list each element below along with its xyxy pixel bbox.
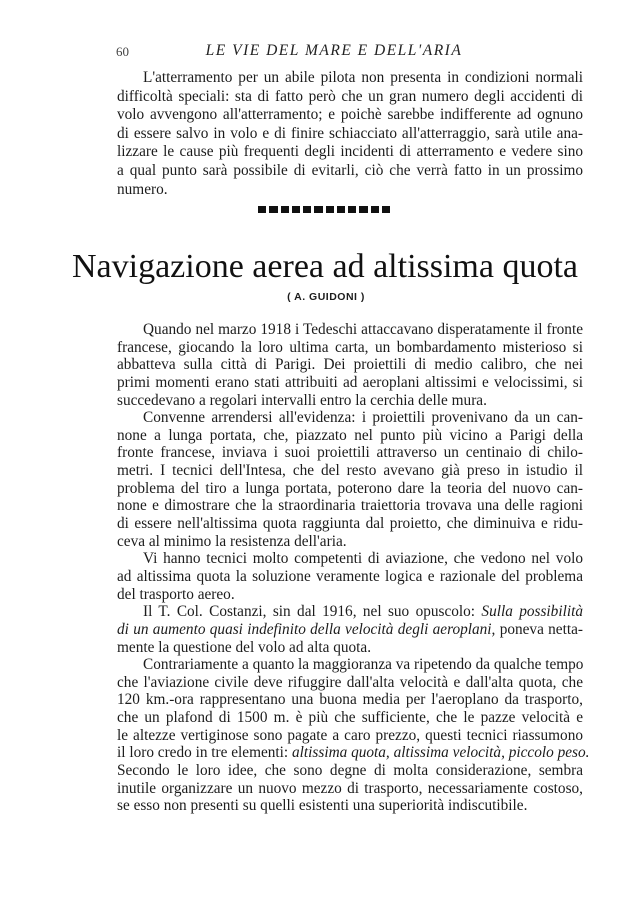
text-line: [117, 88, 583, 107]
text-line: [117, 550, 583, 568]
text-span: lizzare le cause più frequenti degli incidenti di atterramento e vedere sino: [117, 143, 583, 161]
text-line: [117, 709, 583, 727]
text-span: Vi hanno tecnici molto competenti di aviazione, che vedono nel volo: [143, 550, 583, 568]
text-span: Quando nel marzo 1918 i Tedeschi attaccavano disperatamente il fronte: [143, 321, 583, 338]
text-span: fronte francese, inviava i suoi proiettili attraverso un centinaio di chilo-: [117, 444, 583, 462]
text-span: mente la questione del volo ad alta quota.: [117, 638, 372, 656]
text-span: abbatteva sulla città di Parigi. Dei proiettili di medio calibro, che nei: [117, 356, 583, 374]
text-line: [117, 356, 583, 374]
text-span: primi momenti erano stati attribuiti ad aeroplani altissimi e velocissimi, si: [117, 373, 583, 391]
text-line: [117, 533, 583, 551]
article-author: ( A. GUIDONI ): [287, 291, 365, 303]
text-span: 120 km.-ora rappresentano una buona media per l'aeroplano da trasporto,: [117, 691, 583, 709]
text-line: [117, 374, 583, 392]
text-span: se esso non presenti su quelli esistenti una superiorità indiscutibile.: [117, 797, 528, 815]
text-span: Secondo le loro idee, che sono degne di molta considerazione, sembra: [117, 762, 583, 780]
text-span: numero.: [117, 180, 168, 198]
text-line: [117, 162, 583, 181]
text-line: [117, 639, 583, 657]
text-span: volo avvengono all'atterramento; e poichè sarebbe indifferente ad ognuno: [117, 106, 583, 124]
text-span: ceva al minimo la resistenza dell'aria.: [117, 532, 347, 550]
text-line: [117, 409, 583, 427]
italic-text: Sulla possibilità: [481, 603, 583, 621]
text-line: [117, 497, 583, 515]
text-span: ad altissima quota la soluzione veramente logica e razionale del problema: [117, 567, 583, 585]
text-span: le altezze vertiginose sono pagate a caro prezzo, questi tecnici riassumono: [117, 726, 583, 744]
italic-text: di un aumento quasi indefinito della velocità degli aeroplani,: [117, 620, 496, 638]
text-line: [117, 621, 583, 639]
text-line: [117, 143, 583, 162]
section-divider: [258, 206, 390, 213]
text-line: [117, 515, 583, 533]
text-line: [117, 392, 583, 410]
article-body: [117, 321, 590, 815]
text-line: [117, 321, 583, 339]
text-span: Il T. Col. Costanzi, sin dal 1916, nel suo opuscolo:: [143, 603, 482, 621]
text-span: Convenne arrendersi all'evidenza: i proiettili provenivano da un can-: [143, 409, 583, 427]
text-line: [117, 691, 583, 709]
text-line: [117, 444, 583, 462]
italic-text: altissima quota, altissima velocità, piccolo peso.: [292, 744, 590, 762]
text-line: [117, 462, 583, 480]
text-span: none e dimostrare che la straordinaria traiettoria trovava una delle ragioni: [117, 497, 583, 515]
text-line: [117, 780, 583, 798]
text-line: [117, 762, 583, 780]
text-line: [117, 727, 583, 745]
text-span: che un plafond di 1500 m. è più che sufficiente, che le pazze velocità e: [117, 709, 583, 727]
text-span: di essere nell'altissima quota raggiunta dal proietto, che diminuiva e ridu-: [117, 515, 583, 533]
text-span: none a lunga portata, che, piazzato nel punto più vicino a Parigi della: [117, 426, 583, 444]
text-span: il loro credo in tre elementi:: [117, 744, 293, 762]
text-span: a qual punto sarà possibile di evitarli, ciò che verrà fatto in un prossimo: [117, 161, 583, 179]
text-span: L'atterramento per un abile pilota non presenta in condizioni normali: [143, 69, 583, 86]
text-span: Contrariamente a quanto la maggioranza va ripetendo da qualche tempo: [143, 656, 584, 674]
intro-paragraph: [117, 69, 583, 199]
text-line: [117, 797, 583, 815]
article-title: Navigazione aerea ad altissima quota: [72, 248, 578, 285]
text-span: difficoltà speciali: sta di fatto però che un gran numero degli accidenti di: [117, 87, 583, 105]
text-span: metri. I tecnici dell'Intesa, che del resto avevano già preso in istudio il: [117, 462, 583, 480]
text-line: [117, 656, 583, 674]
page-number: 60: [116, 44, 129, 59]
text-line: [117, 674, 583, 692]
text-span: di essere salvo in volo e di finire schiacciato all'atterraggio, sarà utile ana-: [117, 124, 583, 142]
text-line: [117, 339, 583, 357]
text-span: del trasporto aereo.: [117, 585, 235, 603]
text-line: [117, 568, 583, 586]
text-span: francese, giocando la loro ultima carta, un bombardamento misterioso si: [117, 338, 583, 356]
text-span: problema del tiro a lunga portata, poterono dare la teoria del nuovo can-: [117, 479, 583, 497]
text-line: [117, 69, 583, 88]
running-title: LE VIE DEL MARE E DELL'ARIA: [205, 42, 463, 59]
text-line: [117, 181, 583, 200]
text-line: [117, 744, 590, 762]
text-span: poneva netta-: [495, 620, 583, 638]
text-span: inutile organizzare un nuovo mezzo di trasporto, necessariamente costoso,: [117, 779, 583, 797]
text-line: [117, 480, 583, 498]
text-span: succedevano a regolari intervalli entro la cerchia delle mura.: [117, 391, 487, 409]
text-line: [117, 427, 583, 445]
text-line: [117, 603, 583, 621]
text-line: [117, 586, 583, 604]
text-line: [117, 106, 583, 125]
text-line: [117, 125, 583, 144]
text-span: che l'aviazione civile deve rifuggire dall'alta velocità e dall'alta quota, che: [117, 673, 583, 691]
